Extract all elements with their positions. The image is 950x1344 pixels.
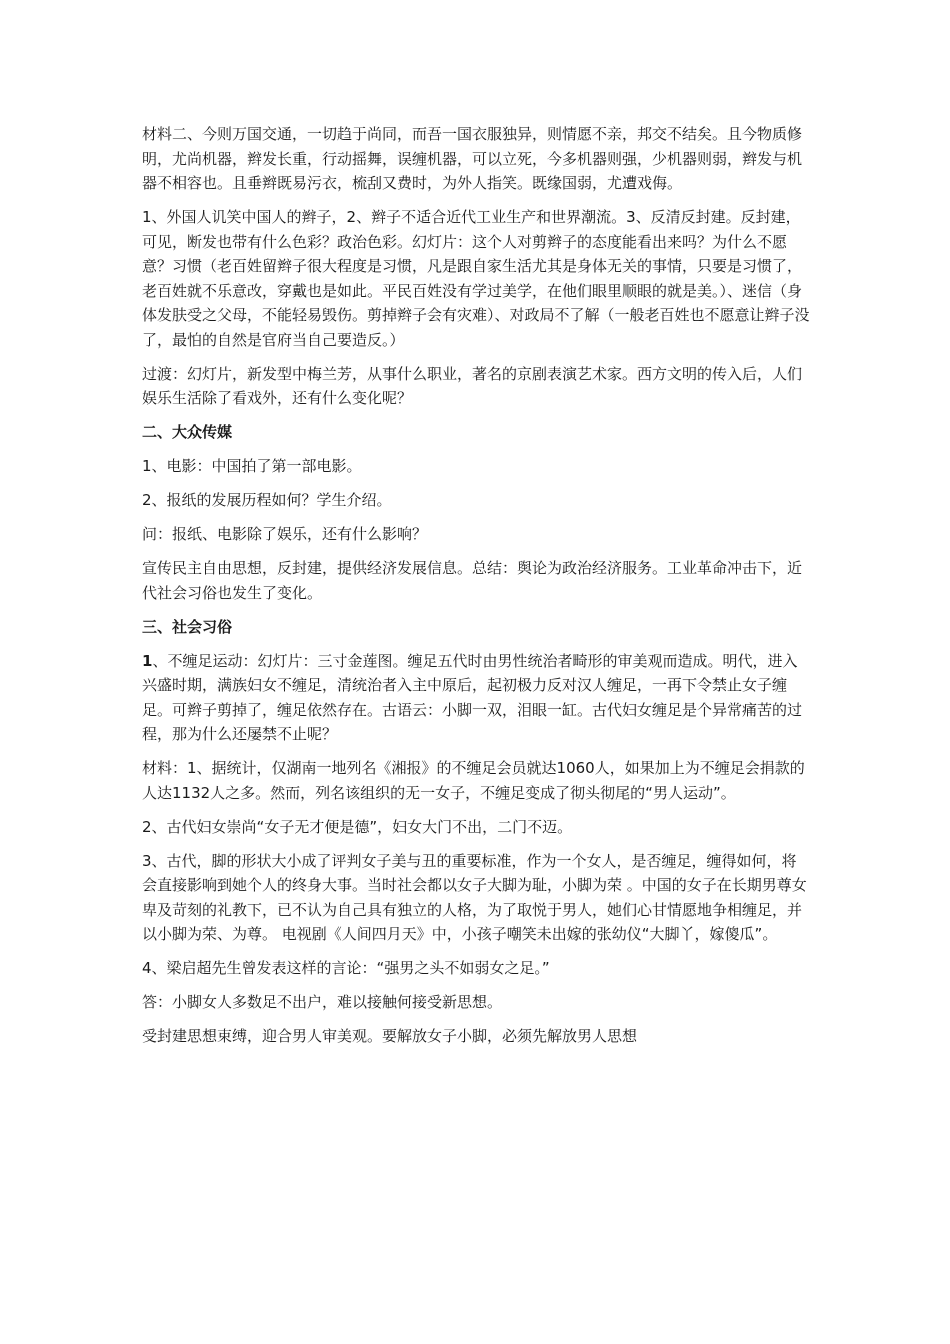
- paragraph-conclusion: 受封建思想束缚，迎合男人审美观。要解放女子小脚，必须先解放男人思想: [142, 1027, 638, 1045]
- paragraph-material-two: 材料二、今则万国交通，一切趋于尚同，而吾一国衣服独异，则情愿不亲，邦交不结矣。且今物质修明，尤尚机器，辫发长重，行动摇舞，误缠机器，可以立死，今多机器则强，少机器则弱，辫发与机器不相容也。且垂辫既易污衣，梳刮又费时，为外人指笑。既缘国弱，尤遭戏侮。: [142, 125, 803, 192]
- paragraph-transition: 过渡：幻灯片，新发型中梅兰芳，从事什么职业，著名的京剧表演艺术家。西方文明的传入后，人们娱乐生活除了看戏外，还有什么变化呢？: [142, 364, 803, 407]
- paragraph-summary: 宣传民主自由思想，反封建，提供经济发展信息。总结：舆论为政治经济服务。工业革命冲击下，近代社会习俗也发生了变化。: [142, 559, 803, 602]
- paragraph-foot-binding: [142, 649, 810, 747]
- paragraph-question: 问：报纸、电影除了娱乐，还有什么影响？: [142, 525, 428, 543]
- document-body: [142, 122, 810, 1058]
- paragraph-film: 1、电影：中国拍了第一部电影。: [142, 457, 362, 475]
- paragraph-newspaper: 2、报纸的发展历程如何？学生介绍。: [142, 491, 392, 509]
- paragraph-ancient-women: 2、古代妇女崇尚“女子无才便是德”，妇女大门不出，二门不迈。: [142, 817, 573, 836]
- paragraph-liang-qichao: 4、梁启超先生曾发表这样的言论：“强男之头不如弱女之足。”: [142, 959, 550, 977]
- paragraph-material-statistics: 材料：1、据统计，仅湖南一地列名《湘报》的不缠足会员就达1060人，如果加上为不缠足会捐款的人达1132人之多。然而，列名该组织的无一女子，不缠足变成了彻头彻尾的“男人运动”。: [142, 759, 805, 802]
- paragraph-beauty-standard: 3、古代，脚的形状大小成了评判女子美与丑的重要标准，作为一个女人，是否缠足，缠得如何，将会直接影响到她个人的终身大事。当时社会都以女子大脚为耻，小脚为荣 。中国的女子在长期男尊女卑及苛刻的礼教下，已不认为自己具有独立的人格，为了取悦于男人，她们心甘情愿地争相缠足，并以小脚为荣、为尊。 电视剧《人间四月天》中，小孩子嘲笑未出嫁的张幼仪“大脚丫，嫁傻瓜”。: [142, 851, 807, 943]
- section-heading-social-customs: 三、社会习俗: [142, 617, 233, 636]
- paragraph-foot-binding-text: 、不缠足运动：幻灯片：三寸金莲图。缠足五代时由男性统治者畸形的审美观而造成。明代，进入兴盛时期，满族妇女不缠足，清统治者入主中原后，起初极力反对汉人缠足，一再下令禁止女子缠足。可辫子剪掉了，缠足依然存在。古语云：小脚一双，泪眼一缸。古代妇女缠足是个异常痛苦的过程，那为什么还屡禁不止呢？: [142, 651, 803, 743]
- paragraph-answer: 答：小脚女人多数足不出户，难以接触何接受新思想。: [142, 993, 503, 1011]
- section-heading-mass-media: 二、大众传媒: [142, 423, 233, 441]
- list-number: 1: [142, 651, 153, 670]
- paragraph-queue-reasons: 1、外国人讥笑中国人的辫子，2、辫子不适合近代工业生产和世界潮流。3、反清反封建。反封建，可见，断发也带有什么色彩？政治色彩。幻灯片：这个人对剪辫子的态度能看出来吗？为什么不愿意？习惯（老百姓留辫子很大程度是习惯，凡是跟自家生活尤其是身体无关的事情，只要是习惯了，老百姓就不乐意改，穿戴也是如此。平民百姓没有学过美学，在他们眼里顺眼的就是美。）、迷信（身体发肤受之父母，不能轻易毁伤。剪掉辫子会有灾难）、对政局不了解（一般老百姓也不愿意让辫子没了，最怕的自然是官府当自己要造反。）: [142, 208, 810, 349]
